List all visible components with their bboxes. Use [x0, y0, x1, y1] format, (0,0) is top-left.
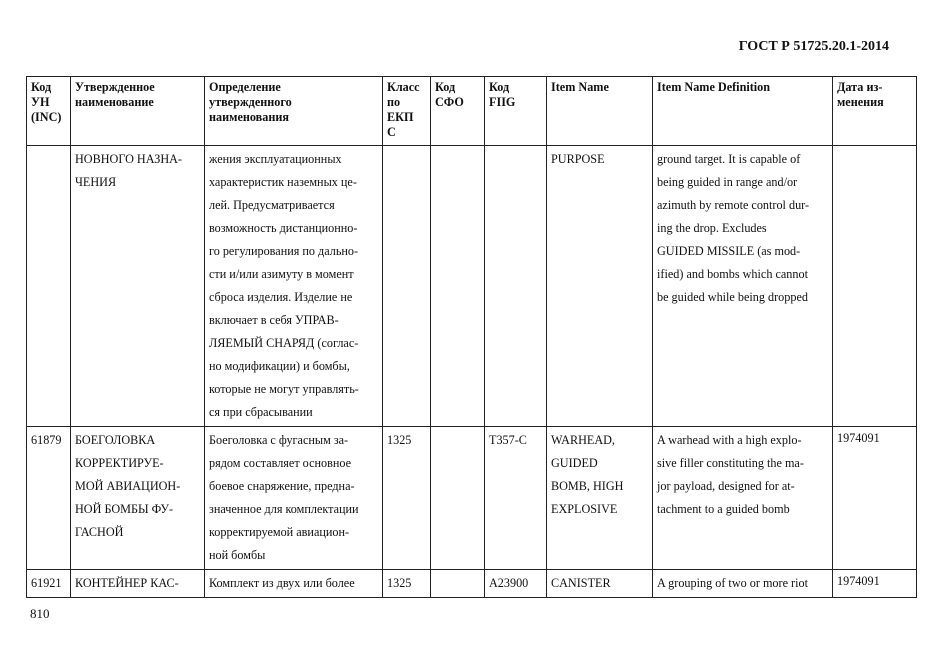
- header-line: С: [387, 125, 396, 139]
- class-cell: 1325: [383, 570, 431, 598]
- cell-line: КОРРЕКТИРУЕ-: [75, 456, 164, 470]
- header-line: Код: [435, 80, 456, 94]
- fiig-cell: A23900: [485, 570, 547, 598]
- cell-line: EXPLOSIVE: [551, 502, 618, 516]
- col-sfo-header: [431, 77, 485, 146]
- col-definition-header: [205, 77, 383, 146]
- col-fiig-header: [485, 77, 547, 146]
- table-row: [27, 146, 917, 427]
- header-line: (INC): [31, 110, 62, 124]
- cell-line: be guided while being dropped: [657, 290, 808, 304]
- cell-line: azimuth by remote control dur-: [657, 198, 810, 212]
- standard-code: ГОСТ Р 51725.20.1-2014: [738, 39, 889, 54]
- cell-line: ing the drop. Excludes: [657, 221, 767, 235]
- item-definition-cell: [653, 570, 833, 598]
- catalog-table: [26, 76, 917, 598]
- date-cell: 1974091: [833, 570, 917, 598]
- table-body: [27, 146, 917, 598]
- cell-line: A warhead with a high explo-: [657, 433, 802, 447]
- cell-line: жения эксплуатационных: [209, 152, 342, 166]
- cell-line: GUIDED MISSILE (as mod-: [657, 244, 801, 258]
- cell-line: tachment to a guided bomb: [657, 502, 790, 516]
- col-date-header: [833, 77, 917, 146]
- cell-line: ified) and bombs which cannot: [657, 267, 808, 281]
- definition-cell: [205, 146, 383, 427]
- cell-line: включает в себя УПРАВ-: [209, 313, 339, 327]
- inc-cell: [27, 146, 71, 427]
- header-line: FIIG: [489, 95, 516, 109]
- item-definition-cell: [653, 427, 833, 570]
- approved-name-cell: [71, 427, 205, 570]
- header-line: ЕКП: [387, 110, 414, 124]
- cell-line: сти и/или азимуту в момент: [209, 267, 354, 281]
- cell-line: возможность дистанционно-: [209, 221, 358, 235]
- col-class-header: [383, 77, 431, 146]
- cell-line: которые не могут управлять-: [209, 382, 359, 396]
- fiig-cell: T357-C: [485, 427, 547, 570]
- cell-line: значенное для комплектации: [209, 502, 359, 516]
- header-line: УН: [31, 95, 50, 109]
- header-line: менения: [837, 95, 884, 109]
- cell-line: ЛЯЕМЫЙ СНАРЯД (соглас-: [209, 336, 359, 350]
- header-line: СФО: [435, 95, 464, 109]
- cell-line: сброса изделия. Изделие не: [209, 290, 353, 304]
- definition-cell: [205, 570, 383, 598]
- header-line: Item Name Definition: [657, 80, 771, 94]
- inc-cell: 61879: [27, 427, 71, 570]
- cell-line: характеристик наземных це-: [209, 175, 357, 189]
- header-line: Класс: [387, 80, 420, 94]
- cell-line: being guided in range and/or: [657, 175, 798, 189]
- page-number: 810: [30, 606, 50, 621]
- item-name-cell: [547, 146, 653, 427]
- header-line: по: [387, 95, 401, 109]
- col-approved-name-header: [71, 77, 205, 146]
- header-line: Утвержденное: [75, 80, 155, 94]
- col-inc-header: [27, 77, 71, 146]
- fiig-cell: [485, 146, 547, 427]
- col-item-definition-header: [653, 77, 833, 146]
- item-name-cell: [547, 427, 653, 570]
- cell-line: но модификации) и бомбы,: [209, 359, 350, 373]
- cell-line: ной бомбы: [209, 548, 266, 562]
- sfo-cell: [431, 570, 485, 598]
- cell-line: боевое снаряжение, предна-: [209, 479, 355, 493]
- header-line: наименование: [75, 95, 154, 109]
- cell-line: ground target. It is capable of: [657, 152, 801, 166]
- cell-line: корректируемой авиацион-: [209, 525, 350, 539]
- class-cell: 1325: [383, 427, 431, 570]
- cell-line: CANISTER: [551, 576, 611, 590]
- cell-line: WARHEAD,: [551, 433, 615, 447]
- cell-line: Боеголовка с фугасным за-: [209, 433, 349, 447]
- cell-line: sive filler constituting the ma-: [657, 456, 804, 470]
- cell-line: BOMB, HIGH: [551, 479, 624, 493]
- cell-line: ГАСНОЙ: [75, 525, 124, 539]
- cell-line: МОЙ АВИАЦИОН-: [75, 479, 181, 493]
- item-definition-cell: [653, 146, 833, 427]
- col-item-name-header: [547, 77, 653, 146]
- cell-line: PURPOSE: [551, 152, 605, 166]
- header-line: Код: [489, 80, 510, 94]
- cell-line: БОЕГОЛОВКА: [75, 433, 156, 447]
- sfo-cell: [431, 146, 485, 427]
- cell-line: КОНТЕЙНЕР КАС-: [75, 576, 179, 590]
- approved-name-cell: [71, 570, 205, 598]
- cell-line: лей. Предусматривается: [209, 198, 335, 212]
- cell-line: ся при сбрасывании: [209, 405, 313, 419]
- table-row: [27, 427, 917, 570]
- definition-cell: [205, 427, 383, 570]
- cell-line: рядом составляет основное: [209, 456, 352, 470]
- date-cell: [833, 146, 917, 427]
- cell-line: го регулирования по дально-: [209, 244, 359, 258]
- cell-line: НОЙ БОМБЫ ФУ-: [75, 502, 174, 516]
- item-name-cell: [547, 570, 653, 598]
- approved-name-cell: [71, 146, 205, 427]
- cell-line: A grouping of two or more riot: [657, 576, 808, 590]
- inc-cell: 61921: [27, 570, 71, 598]
- cell-line: Комплект из двух или более: [209, 576, 355, 590]
- header-line: Код: [31, 80, 52, 94]
- sfo-cell: [431, 427, 485, 570]
- date-cell: 1974091: [833, 427, 917, 570]
- cell-line: GUIDED: [551, 456, 598, 470]
- table-row: [27, 570, 917, 598]
- header-line: Определение: [209, 80, 281, 94]
- header-line: Item Name: [551, 80, 609, 94]
- cell-line: jor payload, designed for at-: [657, 479, 795, 493]
- header-line: наименования: [209, 110, 289, 124]
- header-line: Дата из-: [837, 80, 883, 94]
- class-cell: [383, 146, 431, 427]
- header-line: утвержденного: [209, 95, 292, 109]
- table-header-row: [27, 77, 917, 146]
- cell-line: ЧЕНИЯ: [75, 175, 117, 189]
- cell-line: НОВНОГО НАЗНА-: [75, 152, 182, 166]
